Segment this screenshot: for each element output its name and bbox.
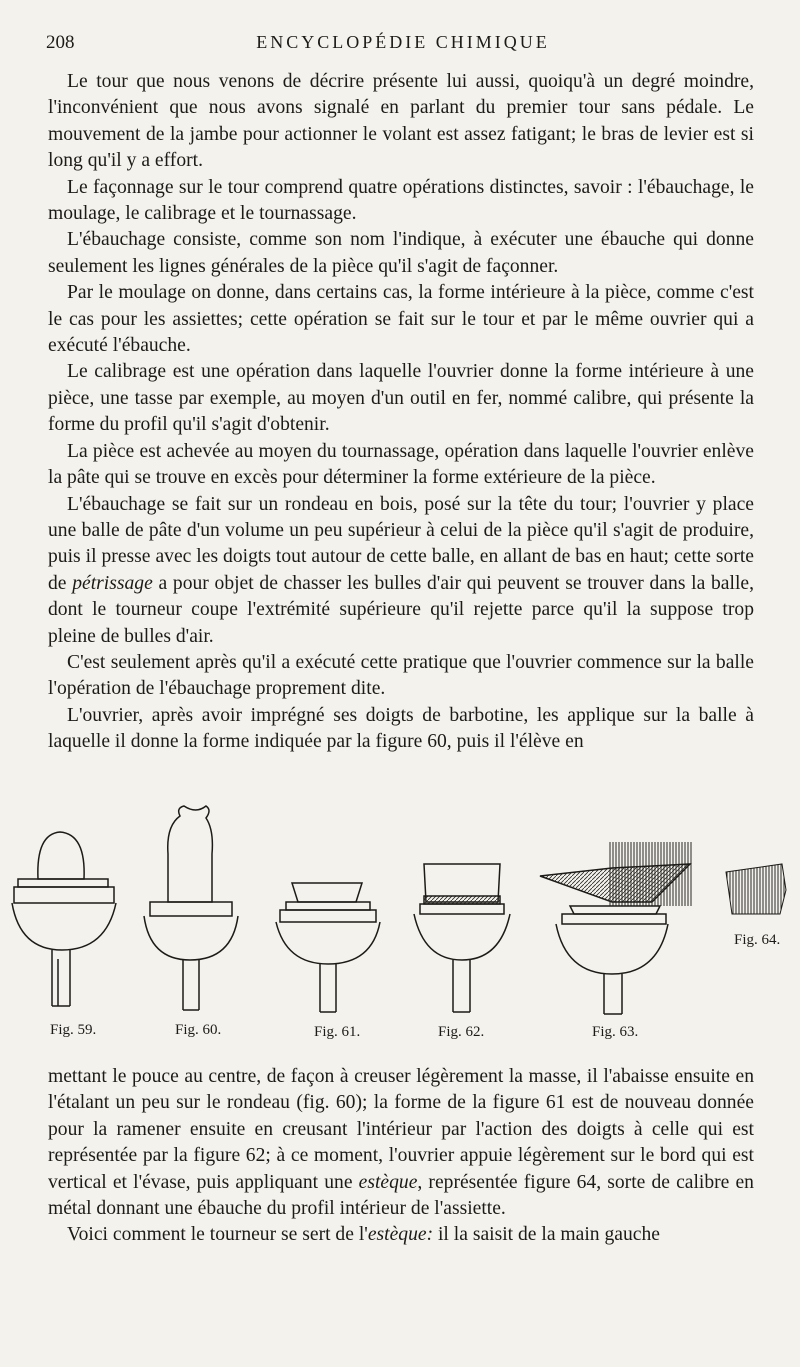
figure-caption: Fig. 59. (50, 1022, 97, 1038)
esteque-tool-fig64 (726, 864, 786, 914)
body-text-top (48, 69, 754, 756)
page-number: 208 (46, 32, 75, 53)
italic-term: estèque (358, 1171, 418, 1193)
paragraph: Le tour que nous venons de décrire présente lui aussi, quoiqu'à un degré moindre, l'inconvénient que nous avons signalé en parlant du premier tour sans pédale. Le mouvement de la jambe pour actionner le volant est assez fatigant; le bras de levier est si long qu'il y a effort. (48, 71, 754, 172)
paragraph: L'ébauchage consiste, comme son nom l'indique, à exécuter une ébauche qui donne seulement les lignes générales de la pièce qu'il s'agit de façonner. (48, 229, 754, 277)
figure-caption: Fig. 60. (175, 1022, 222, 1038)
wheel-head-fig59 (12, 832, 116, 1006)
figure-caption: Fig. 61. (314, 1024, 361, 1040)
paragraph (48, 1064, 754, 1222)
paragraph: L'ouvrier, après avoir imprégné ses doigts de barbotine, les applique sur la balle à laquelle il donne la forme indiquée par la figure 60, puis il l'élève en (48, 704, 754, 753)
figure-caption: Fig. 64. (734, 932, 781, 948)
figures-illustration (0, 784, 800, 1054)
body-text-bottom (48, 1064, 754, 1249)
page-header (46, 32, 760, 56)
paragraph (48, 1222, 754, 1248)
text-run: , représentée figure 64, sorte de calibre en métal donnant une ébauche du profil intérieur de l'assiette. (48, 1171, 754, 1220)
paragraph: C'est seulement après qu'il a exécuté cette pratique que l'ouvrier commence sur la balle l'opération de l'ébauchage proprement dite. (48, 651, 754, 700)
paragraph: Le façonnage sur le tour comprend quatre opérations distinctes, savoir : l'ébauchage, le moulage, le calibrage et le tournassage. (48, 176, 754, 225)
figure-caption: Fig. 63. (592, 1024, 639, 1040)
wheel-head-fig60 (144, 806, 238, 1010)
paragraph: Le calibrage est une opération dans laquelle l'ouvrier donne la forme intérieure à une pièce, une tasse par exemple, au moyen d'un outil en fer, nommé calibre, qui présente la forme du profil qu'il s'agit d'obtenir. (48, 361, 754, 436)
figure-strip (0, 784, 800, 1054)
text-run: il la saisit de la main gauche (433, 1224, 660, 1246)
italic-term: estèque: (367, 1224, 434, 1246)
text-run: Voici comment le tourneur se sert de l' (67, 1224, 368, 1246)
figure-caption: Fig. 62. (438, 1024, 485, 1040)
text-run: L'ébauchage se fait sur un rondeau en bois, posé sur la tête du tour; l'ouvrier y place une balle de pâte d'un volume un peu supérieur à celui de la pièce qu'il s'agit de produire, puis il presse avec les doigts tout autour de cette balle, en allant de bas en haut; cette sorte de (48, 493, 754, 594)
wheel-head-fig63 (540, 842, 692, 1014)
running-title: ENCYCLOPÉDIE CHIMIQUE (256, 32, 550, 52)
text-run: a pour objet de chasser les bulles d'air qui peuvent se trouver dans la balle, dont le tourneur coupe l'extrémité supérieure qu'il rejette parce qu'il la suppose trop pleine de bulles d'air. (48, 572, 754, 647)
paragraph (48, 492, 754, 650)
text-run: mettant le pouce au centre, de façon à creuser légèrement la masse, il l'abaisse ensuite en l'étalant un peu sur le rondeau (fig. 60); la forme de la figure 61 est de nouveau donnée pour la ramener ensuite en creusant l'intérieur par l'action des doigts à celle qui est représentée par la figure 62; à ce moment, l'ouvrier appuie légèrement sur le bord qui est vertical et l'évase, puis appliquant une (48, 1066, 754, 1193)
italic-term: pétrissage (72, 572, 153, 594)
wheel-head-fig61 (276, 883, 380, 1012)
paragraph: La pièce est achevée au moyen du tournassage, opération dans laquelle l'ouvrier enlève la pâte qui se trouve en excès pour déterminer la forme extérieure de la pièce. (48, 440, 754, 489)
wheel-head-fig62 (414, 864, 510, 1012)
paragraph: Par le moulage on donne, dans certains cas, la forme intérieure à la pièce, comme c'est le cas pour les assiettes; cette opération se fait sur le tour et par le même ouvrier qui a exécuté l'ébauche. (48, 282, 754, 357)
